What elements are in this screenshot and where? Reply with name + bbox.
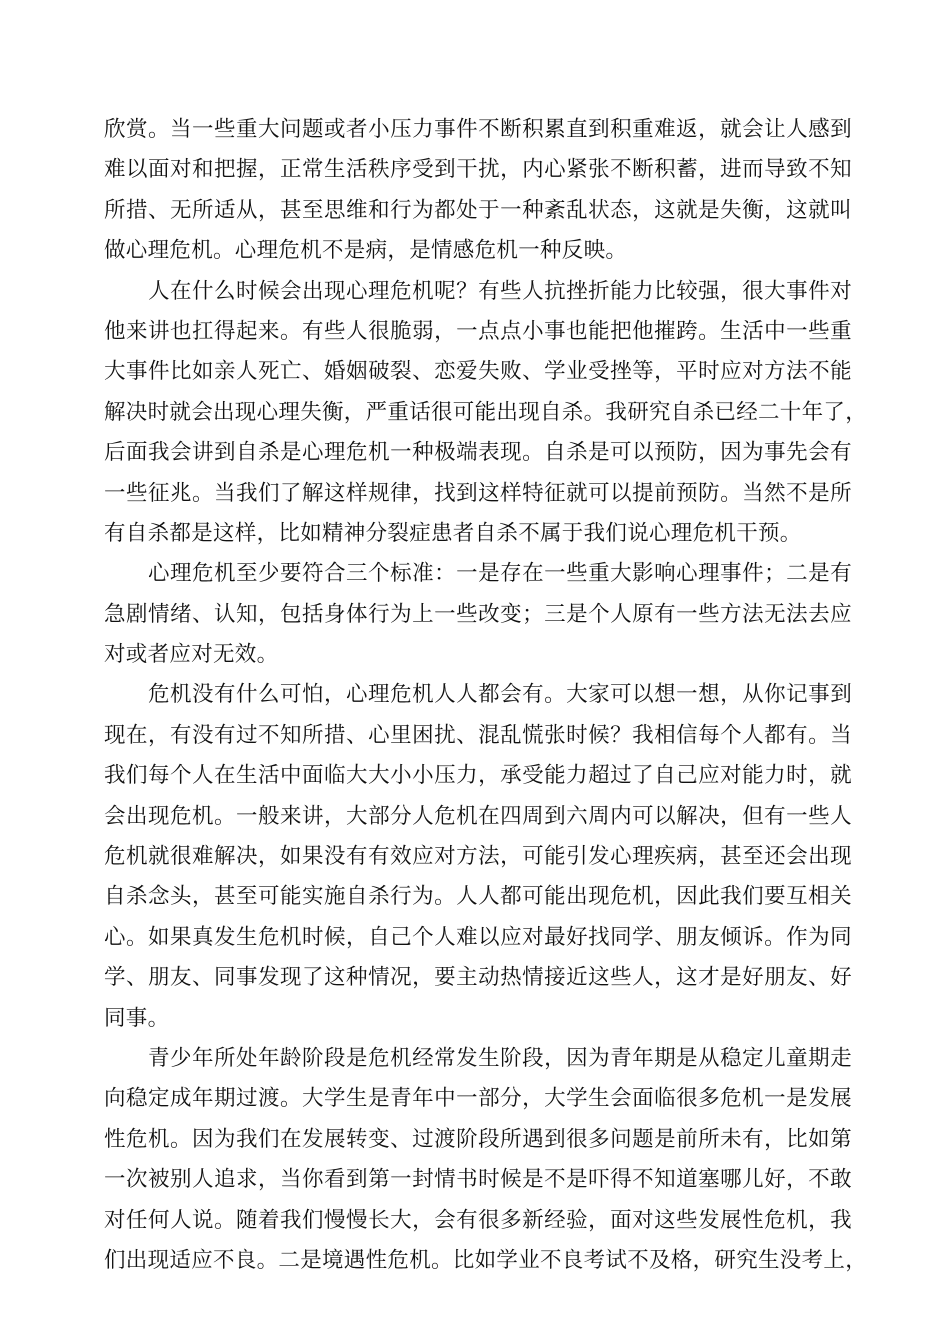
text-line: 心理危机至少要符合三个标准：一是存在一些重大影响心理事件；二是有 xyxy=(148,561,852,587)
text-line: 自杀念头，甚至可能实施自杀行为。人人都可能出现危机，因此我们要互相关 xyxy=(104,884,852,910)
text-line: 同事。 xyxy=(104,1005,170,1031)
text-line: 一些征兆。当我们了解这样规律，找到这样特征就可以提前预防。当然不是所 xyxy=(104,480,852,506)
text-line: 现在，有没有过不知所措、心里困扰、混乱慌张时候？我相信每个人都有。当 xyxy=(104,722,852,748)
text-line: 后面我会讲到自杀是心理危机一种极端表现。自杀是可以预防，因为事先会有 xyxy=(104,440,852,466)
text-line: 学、朋友、同事发现了这种情况，要主动热情接近这些人，这才是好朋友、好 xyxy=(104,965,852,991)
text-line: 向稳定成年期过渡。大学生是青年中一部分，大学生会面临很多危机一是发展 xyxy=(104,1086,852,1112)
text-line: 欣赏。当一些重大问题或者小压力事件不断积累直到积重难返，就会让人感到 xyxy=(104,117,852,142)
text-line: 急剧情绪、认知，包括身体行为上一些改变；三是个人原有一些方法无法去应 xyxy=(104,601,852,627)
text-line: 我们每个人在生活中面临大大小小压力，承受能力超过了自己应对能力时，就 xyxy=(104,763,852,789)
text-line: 有自杀都是这样，比如精神分裂症患者自杀不属于我们说心理危机干预。 xyxy=(104,520,802,546)
text-line: 会出现危机。一般来讲，大部分人危机在四周到六周内可以解决，但有一些人 xyxy=(104,803,852,829)
text-line: 所措、无所适从，甚至思维和行为都处于一种紊乱状态，这就是失衡，这就叫 xyxy=(104,197,852,223)
text-line: 难以面对和把握，正常生活秩序受到干扰，内心紧张不断积蓄，进而导致不知 xyxy=(104,157,852,183)
text-line: 心。如果真发生危机时候，自己个人难以应对最好找同学、朋友倾诉。作为同 xyxy=(104,924,852,950)
text-line: 一次被别人追求，当你看到第一封情书时候是不是吓得不知道塞哪儿好，不敢 xyxy=(104,1167,852,1193)
text-line: 们出现适应不良。二是境遇性危机。比如学业不良考试不及格，研究生没考上， xyxy=(104,1247,868,1273)
text-line: 人在什么时候会出现心理危机呢？有些人抗挫折能力比较强，很大事件对 xyxy=(148,278,852,304)
text-line: 危机就很难解决，如果没有有效应对方法，可能引发心理疾病，甚至还会出现 xyxy=(104,844,852,870)
text-line: 对任何人说。随着我们慢慢长大，会有很多新经验，面对这些发展性危机，我 xyxy=(104,1207,852,1233)
text-line: 他来讲也扛得起来。有些人很脆弱，一点点小事也能把他摧跨。生活中一些重 xyxy=(104,318,852,344)
text-line: 青少年所处年龄阶段是危机经常发生阶段，因为青年期是从稳定儿童期走 xyxy=(148,1045,852,1071)
body-text xyxy=(104,110,868,1281)
text-line: 做心理危机。心理危机不是病，是情感危机一种反映。 xyxy=(104,238,628,264)
text-line: 危机没有什么可怕，心理危机人人都会有。大家可以想一想，从你记事到 xyxy=(148,682,852,708)
text-line: 性危机。因为我们在发展转变、过渡阶段所遇到很多问题是前所未有，比如第 xyxy=(104,1126,852,1152)
text-line: 解决时就会出现心理失衡，严重话很可能出现自杀。我研究自杀已经二十年了， xyxy=(104,399,868,425)
text-line: 大事件比如亲人死亡、婚姻破裂、恋爱失败、学业受挫等，平时应对方法不能 xyxy=(104,359,852,385)
text-line: 对或者应对无效。 xyxy=(104,642,279,668)
